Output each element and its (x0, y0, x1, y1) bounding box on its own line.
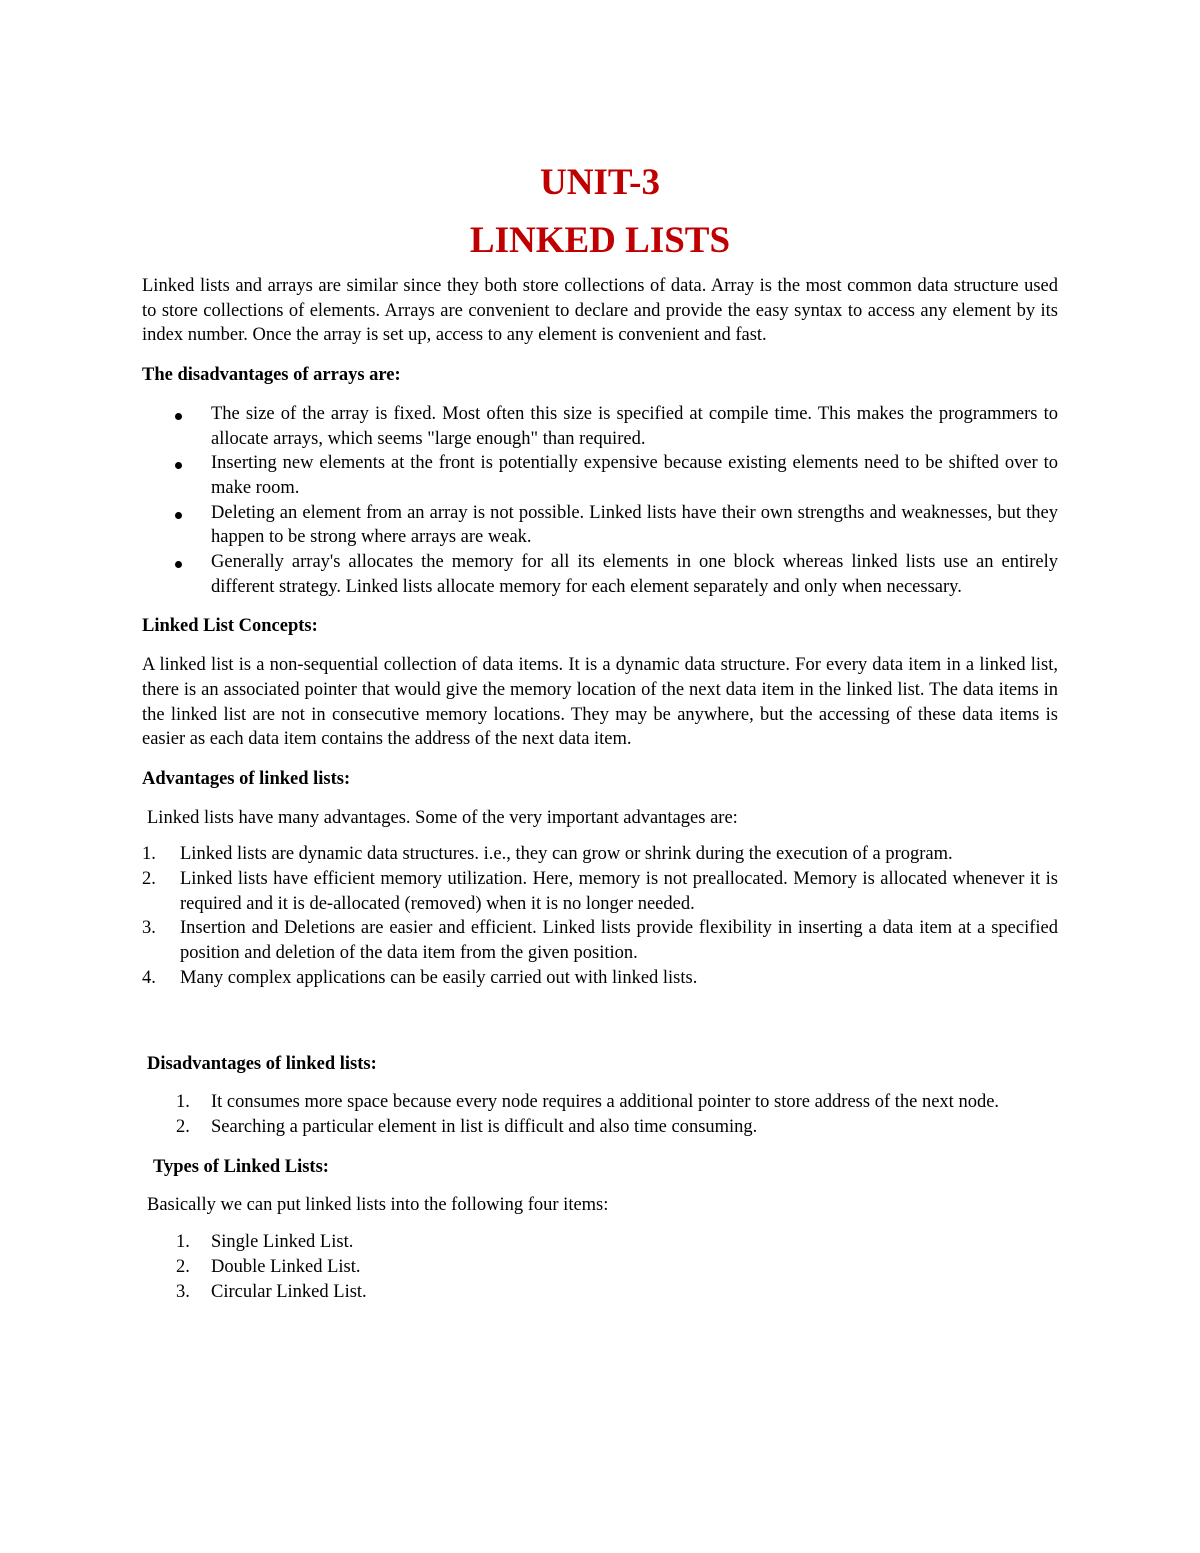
list-item-text: Inserting new elements at the front is potentially expensive because existing elements need to be shifted over to make room. (211, 453, 1058, 498)
list-item-text: Double Linked List. (211, 1256, 361, 1277)
list-item (142, 1280, 1058, 1305)
list-item (142, 550, 1058, 599)
concepts-paragraph: A linked list is a non-sequential collection of data items. It is a dynamic data structure. For every data item in a linked list, there is an associated pointer that would give the memory location of the next data item in the linked list. The data items in the linked list are not in consecutive memory locations. They may be anywhere, but the accessing of these data items is easier as each data item contains the address of the next data item. (142, 655, 1058, 750)
unit-title: UNIT-3 (540, 162, 660, 203)
disadvantages-arrays-list (142, 402, 1058, 600)
advantages-intro: Linked lists have many advantages. Some of the very important advantages are: (147, 807, 738, 828)
list-item-text: Linked lists have efficient memory utilization. Here, memory is not preallocated. Memory is allocated whenever it is required and it is de-allocated (removed) when it is no longer needed. (180, 869, 1058, 914)
list-item (142, 1115, 1058, 1140)
list-item-text: Single Linked List. (211, 1232, 354, 1253)
list-number: 1. (142, 844, 156, 865)
list-item-text: Many complex applications can be easily carried out with linked lists. (180, 967, 698, 988)
list-item (142, 916, 1058, 965)
advantages-heading: Advantages of linked lists: (142, 768, 351, 789)
list-number: 2. (142, 869, 156, 890)
list-item-text: Linked lists are dynamic data structures. i.e., they can grow or shrink during the execution of a program. (180, 844, 953, 865)
list-number: 4. (142, 967, 156, 988)
list-item (142, 501, 1058, 550)
disadvantages-linked-list (142, 1090, 1058, 1139)
bullet-icon (175, 512, 182, 519)
list-item-text: It consumes more space because every node requires a additional pointer to store address of the next node. (211, 1092, 1000, 1113)
list-number: 3. (176, 1281, 190, 1302)
list-number: 1. (176, 1232, 190, 1253)
bullet-icon (175, 413, 182, 420)
document-page (142, 150, 1058, 1304)
list-item-text: Searching a particular element in list is difficult and also time consuming. (211, 1116, 758, 1137)
advantages-list (142, 842, 1058, 990)
list-item-text: Circular Linked List. (211, 1281, 367, 1302)
types-heading: Types of Linked Lists: (153, 1156, 329, 1177)
list-item (142, 1255, 1058, 1280)
spacer (142, 991, 1058, 1037)
list-number: 2. (176, 1116, 190, 1137)
disadvantages-linked-heading: Disadvantages of linked lists: (147, 1053, 377, 1074)
list-item (142, 842, 1058, 867)
concepts-heading: Linked List Concepts: (142, 616, 318, 637)
list-item-text: Deleting an element from an array is not possible. Linked lists have their own strengths and weaknesses, but they happen to be strong where arrays are weak. (211, 502, 1058, 548)
types-intro: Basically we can put linked lists into the following four items: (147, 1195, 609, 1216)
list-item (142, 1090, 1058, 1115)
bullet-icon (175, 561, 182, 568)
bullet-icon (175, 462, 182, 469)
list-number: 3. (142, 918, 156, 939)
list-item-text: Generally array's allocates the memory for all its elements in one block whereas linked lists use an entirely different strategy. Linked lists allocate memory for each element separately and only when necessary. (211, 552, 1058, 597)
list-item (142, 451, 1058, 500)
list-item-text: The size of the array is fixed. Most often this size is specified at compile time. This makes the programmers to allocate arrays, which seems "large enough" than required. (211, 403, 1058, 449)
list-number: 2. (176, 1256, 190, 1277)
list-item (142, 966, 1058, 991)
list-item (142, 402, 1058, 451)
intro-paragraph: Linked lists and arrays are similar since they both store collections of data. Array is the most common data structure used to store collections of elements. Arrays are convenient to declare and provide the easy syntax to access any element by its index number. Once the array is set up, access to any element is convenient and fast. (142, 276, 1058, 346)
list-number: 1. (176, 1092, 190, 1113)
page-title: LINKED LISTS (469, 220, 731, 261)
list-item (142, 1230, 1058, 1255)
types-list (142, 1230, 1058, 1304)
list-item (142, 867, 1058, 916)
list-item-text: Insertion and Deletions are easier and efficient. Linked lists provide flexibility in inserting a data item at a specified position and deletion of the data item from the given position. (180, 918, 1058, 964)
disadvantages-arrays-heading: The disadvantages of arrays are: (142, 365, 401, 386)
